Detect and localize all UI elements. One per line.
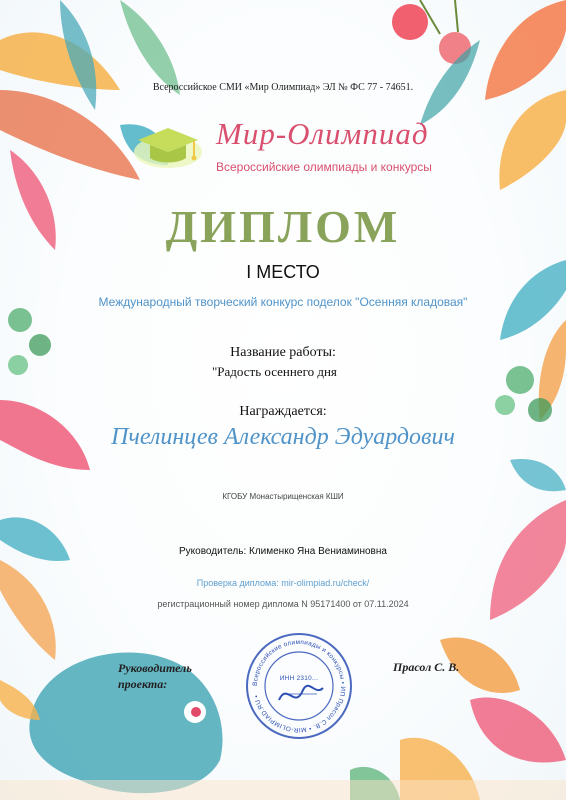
leaf-yellow-right [499, 90, 566, 190]
seal-signature-scribble [279, 686, 323, 700]
logo-subtitle: Всероссийские олимпиады и конкурсы [216, 160, 432, 174]
media-registration: Всероссийское СМИ «Мир Олимпиад» ЭЛ № ФС 77 - 74651. [152, 82, 414, 93]
leader: Руководитель: Клименко Яна Вениаминовна [179, 546, 387, 557]
award-label: Награждается: [239, 404, 327, 419]
work-title: "Радость осеннего дня [212, 364, 337, 379]
work-label: Название работы: [230, 345, 336, 360]
signature-left-line1: Руководитель [118, 661, 192, 675]
leaf-green-top-left [120, 0, 180, 95]
check-link[interactable]: Проверка диплома: mir-olimpiad.ru/check/ [196, 578, 370, 588]
contest-name: Международный творческий конкурс поделок "Осенняя кладовая" [98, 295, 468, 309]
signature-left-line2: проекта: [118, 677, 168, 691]
signature-left-label [118, 660, 192, 692]
official-seal [243, 630, 355, 742]
school-name: КГОБУ Монастырищенская КШИ [222, 492, 344, 501]
signature-right-name: Прасол С. В. [393, 660, 460, 674]
seal-inn: ИНН 2310... [279, 675, 319, 682]
cherry-1 [392, 4, 428, 40]
awardee-name: Пчелинцев Александр Эдуардович [111, 424, 455, 450]
place: I МЕСТО [246, 262, 320, 282]
logo-title: Мир-Олимпиад [216, 116, 429, 151]
graduation-cap-icon [128, 114, 208, 174]
seal-ring-text: Всероссийские олимпиады и конкурсы • ИП Прасол С.В. • MIR-OLIMPIAD.RU • [251, 638, 347, 734]
svg-text:Всероссийские олимпиады и конк [252, 639, 346, 733]
diploma-title: ДИПЛОМ [165, 201, 401, 252]
logo [128, 114, 458, 184]
registration-number: регистрационный номер диплома N 95171400 от 07.11.2024 [157, 599, 409, 609]
